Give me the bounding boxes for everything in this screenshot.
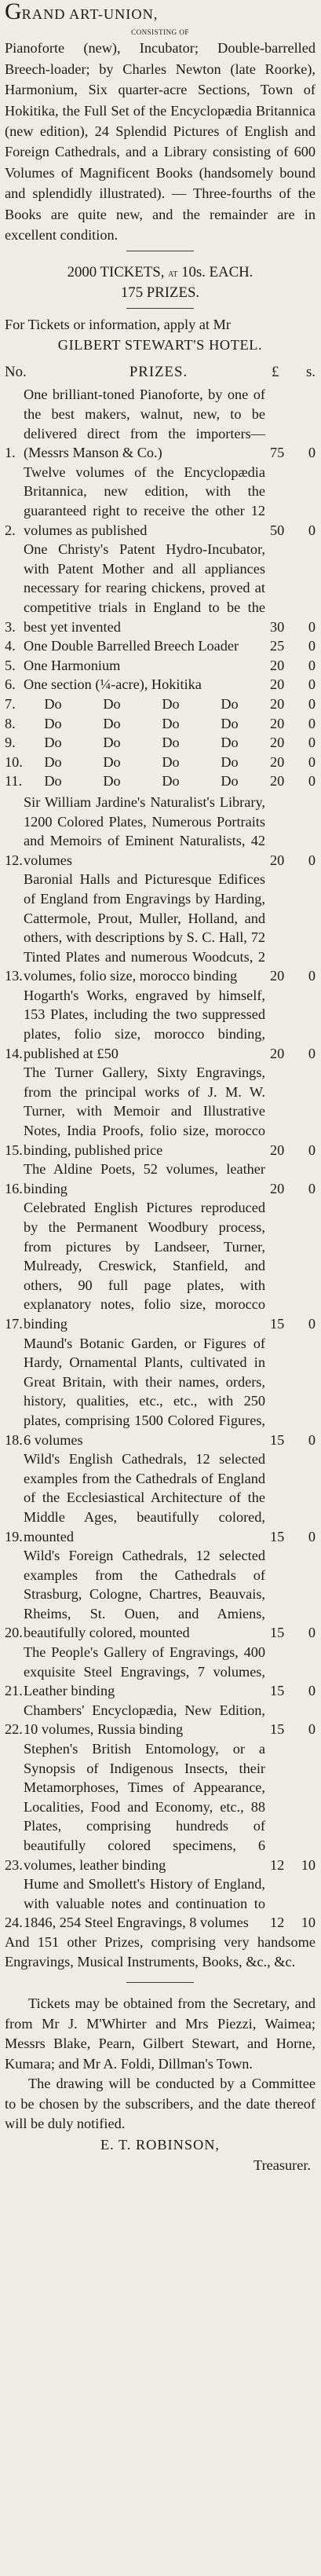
prize-item: 16. The Aldine Poets, 52 volumes, leather binding 20 0 [5, 1161, 316, 1196]
prize-item: 2. Twelve volumes of the Encyclopædia Britannica, new edition, with the guaranteed right to receive the other 12 volumes as published 50 0 [5, 464, 316, 538]
prize-item: 3. One Christy's Patent Hydro-Incubator, with Patent Mother and all appliances necessary for rearing chickens, proved at competitive trials in England to be the best yet invented 30 0 [5, 541, 316, 635]
prize-item: 14. Hogarth's Works, engraved by himself, 153 Plates, including the two suppressed plates, folio size, morocco binding, published at £50 20 0 [5, 987, 316, 1061]
prize-item: 4. One Double Barrelled Breech Loader 25 0 [5, 638, 316, 654]
tickets-notice: Tickets may be obtained from the Secretary, and from Mr J. M'Whirter and Mrs Piezzi, Waimea; Messrs Blake, Pearn, Gilbert Stewart, and Horne, Kumara; and Mr A. Foldi, Dillman's Town. [5, 1995, 316, 2072]
closing-line: And 151 other Prizes, comprising very handsome Engravings, Musical Instruments, Books, &c., &c. [5, 1933, 316, 1970]
prize-list-continued [5, 793, 316, 1933]
info-paragraph [5, 314, 316, 355]
prizes-count: 175 PRIZES. [120, 284, 200, 302]
tickets-line [5, 263, 316, 284]
column-pounds: £ [272, 364, 279, 381]
prize-item: 12. Sir William Jardine's Naturalist's Library, 1200 Colored Plates, Numerous Portraits and Memoirs of Eminent Naturalists, 42 volumes 20 0 [5, 793, 316, 868]
prize-list [5, 385, 316, 694]
ditto-row: 11. Do Do Do Do 20 0 [5, 773, 316, 790]
drop-letter: G [5, 0, 22, 24]
prize-item: 15. The Turner Gallery, Sixty Engravings, from the principal works of J. M. W. Turner, with Memoir and Illustrative Notes, India Proofs, folio size, morocco binding, published price 20 0 [5, 1064, 316, 1158]
ditto-row: 8. Do Do Do Do 20 0 [5, 715, 316, 731]
info-text: For Tickets or information, apply at Mr [5, 317, 231, 333]
ticket-at: at [168, 268, 178, 280]
prizes-table-header [5, 361, 316, 383]
ditto-row: 7. Do Do Do Do 20 0 [5, 695, 316, 712]
column-value [272, 361, 316, 383]
prize-item: 21. The People's Gallery of Engravings, 400 exquisite Steel Engravings, 7 volumes, Leather binding 15 0 [5, 1644, 316, 1699]
ticket-price: 10s. EACH. [181, 264, 254, 281]
prize-item: 23. Stephen's British Entomology, or a Synopsis of Indigenous Insects, their Metamorphoses, Times of Appearance, Localities, Food and Economy, etc., 88 Plates, comprising hundreds of beautifully colored specimens, 6 volumes, leather binding 12 10 [5, 1741, 316, 1873]
intro-body: Pianoforte (new), Incubator; Double-barrelled Breech-loader; by Charles Newton (late Roorke), Harmonium, Six quarter-acre Sections, Town of Hokitika, the Full Set of the Encyclopædia Britannica (new edition), 24 Splendid Pictures of English and Foreign Cathedrals, and a Library consisting of 600 Volumes of Magnificent Books (handsomely bound and splendidly illustrated). — Three-fourths of the Books are quite new, and the remainder are in excellent condition. [5, 40, 316, 244]
headline: RAND ART-UNION, [21, 6, 159, 22]
consisting-label: CONSISTING OF [131, 28, 189, 37]
hotel-name: GILBERT STEWART'S HOTEL. [57, 337, 263, 354]
signer-name: E. T. ROBINSON, [100, 2136, 220, 2153]
prize-item: 22. Chambers' Encyclopædia, New Edition, 10 volumes, Russia binding 15 0 [5, 1702, 316, 1738]
prize-item: 20. Wild's Foreign Cathedrals, 12 selected examples from the Cathedrals of Strasburg, Cologne, Chartres, Beauvais, Rheims, St. Ouen, and Amiens, beautifully colored, mounted 15 0 [5, 1548, 316, 1641]
prize-item: 6. One section (¼-acre), Hokitika 20 0 [5, 676, 316, 693]
ditto-list [5, 694, 316, 791]
prize-item: 17. Celebrated English Pictures reproduced by the Permanent Woodbury process, from pictures by Landseer, Turner, Mulready, Creswick, Stanfield, and others, 90 full page plates, with explanatory notes, folio size, morocco binding 15 0 [5, 1200, 316, 1332]
prize-item: 19. Wild's English Cathedrals, 12 selected examples from the Cathedrals of England of the Ecclesiastical Architecture of the Middle Ages, beautifully colored, mounted 15 0 [5, 1451, 316, 1545]
column-shillings: s. [305, 364, 316, 381]
prize-item: 5. One Harmonium 20 0 [5, 657, 316, 673]
divider [126, 1982, 194, 1983]
prize-item: 24. Hume and Smollett's History of England, with valuable notes and continuation to 1846, 254 Steel Engravings, 8 volumes 12 10 [5, 1876, 316, 1931]
ditto-row: 9. Do Do Do Do 20 0 [5, 735, 316, 751]
column-prizes: PRIZES. [129, 364, 188, 381]
prize-item: 18. Maund's Botanic Garden, or Figures of Hardy, Ornamental Plants, cultivated in Great Britain, with their names, orders, history, qualities, etc., etc., with 250 plates, comprising 1500 Colored Figures, 6 volumes 15 0 [5, 1335, 316, 1448]
drawing-notice: The drawing will be conducted by a Committee to be chosen by the subscribers, and the date thereof will be duly notified. [5, 2076, 316, 2132]
column-number: No. [5, 364, 27, 381]
intro-paragraph [5, 2, 316, 245]
divider [126, 308, 194, 309]
ticket-count: 2000 TICKETS, [67, 264, 165, 281]
prize-item: 1. One brilliant-toned Pianoforte, by one of the best makers, walnut, new, to be delivered direct from the importers—(Messrs Manson & Co.) 75 0 [5, 387, 316, 461]
signer-role: Treasurer. [254, 2156, 311, 2173]
ditto-row: 10. Do Do Do Do 20 0 [5, 753, 316, 770]
prize-item: 13. Baronial Halls and Picturesque Edifices of England from Engravings by Harding, Cattermole, Prout, Muller, Holland, and others, with descriptions by S. C. Hall, 72 Tinted Plates and numerous Woodcuts, 2 volumes, folio size, morocco binding 20 0 [5, 871, 316, 984]
